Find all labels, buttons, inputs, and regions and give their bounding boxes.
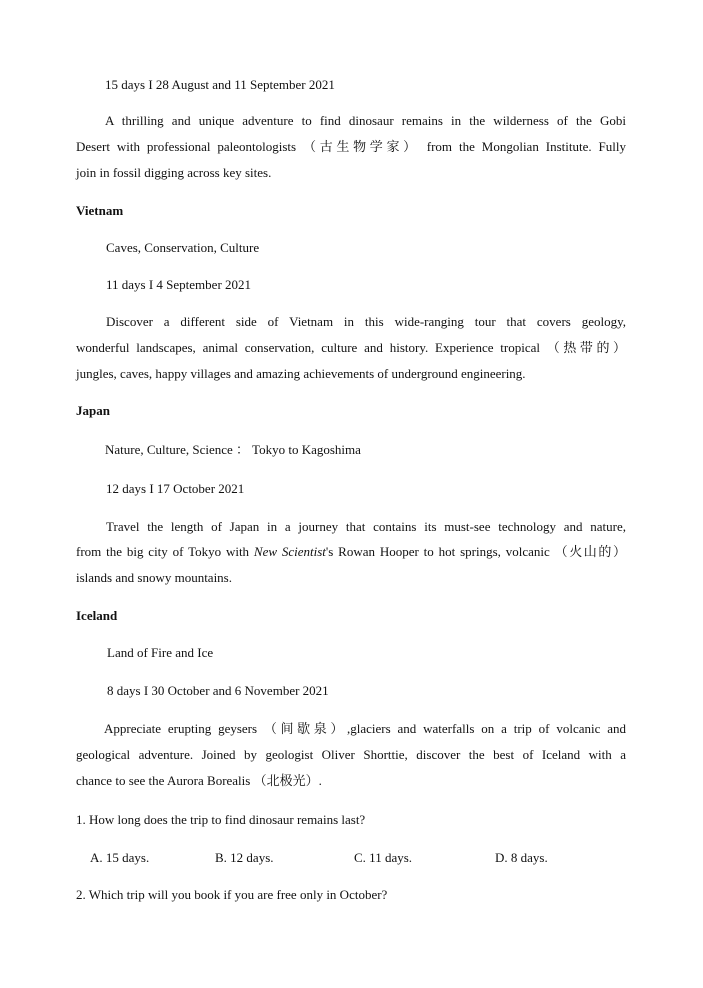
vietnam-dates: 11 days I 4 September 2021 (106, 277, 252, 292)
iceland-desc-line-2: geological adventure. Joined by geologist Oliver Shorttie, discover the best of Iceland with a (76, 747, 626, 762)
vietnam-desc-line-2: wonderful landscapes, animal conservation, culture and history. Experience tropical （热带的） (76, 340, 626, 355)
question-1-option-c[interactable]: C. 11 days. (354, 850, 413, 865)
question-1: 1. How long does the trip to find dinosaur remains last? (76, 812, 366, 827)
magazine-title: New Scientist (253, 544, 326, 559)
vietnam-subtitle: Caves, Conservation, Culture (106, 240, 260, 255)
mongolia-desc-line-3: join in fossil digging across key sites. (76, 165, 272, 180)
japan-desc-line-2: from the big city of Tokyo with New Scientist's Rowan Hooper to hot springs, volcanic （火山的） (76, 544, 626, 559)
japan-heading: Japan (76, 403, 110, 418)
vietnam-desc-line-3: jungles, caves, happy villages and amazing achievements of underground engineering. (76, 366, 526, 381)
mongolia-desc-line-2: Desert with professional paleontologists （古生物学家） from the Mongolian Institute. Fully (76, 139, 626, 154)
japan-subtitle: Nature, Culture, Science ： Tokyo to Kagoshima (105, 442, 361, 457)
iceland-dates: 8 days I 30 October and 6 November 2021 (107, 683, 329, 698)
iceland-heading: Iceland (76, 608, 118, 623)
iceland-desc-line-3: chance to see the Aurora Borealis （北极光）. (76, 773, 322, 788)
question-1-option-a[interactable]: A. 15 days. (90, 850, 150, 865)
japan-desc-line-1: Travel the length of Japan in a journey that contains its must-see technology and nature, (106, 519, 626, 534)
question-1-option-b[interactable]: B. 12 days. (215, 850, 274, 865)
question-2: 2. Which trip will you book if you are free only in October? (76, 887, 388, 902)
question-1-option-d[interactable]: D. 8 days. (495, 850, 548, 865)
iceland-desc-line-1: Appreciate erupting geysers （间歇泉）,glaciers and waterfalls on a trip of volcanic and (104, 721, 626, 736)
vietnam-heading: Vietnam (76, 203, 124, 218)
japan-desc-line-3: islands and snowy mountains. (76, 570, 232, 585)
mongolia-dates: 15 days I 28 August and 11 September 2021 (105, 77, 335, 92)
japan-dates: 12 days I 17 October 2021 (106, 481, 245, 496)
mongolia-desc-line-1: A thrilling and unique adventure to find dinosaur remains in the wilderness of the Gobi (105, 113, 626, 128)
iceland-subtitle: Land of Fire and Ice (107, 645, 214, 660)
vietnam-desc-line-1: Discover a different side of Vietnam in this wide-ranging tour that covers geology, (106, 314, 626, 329)
